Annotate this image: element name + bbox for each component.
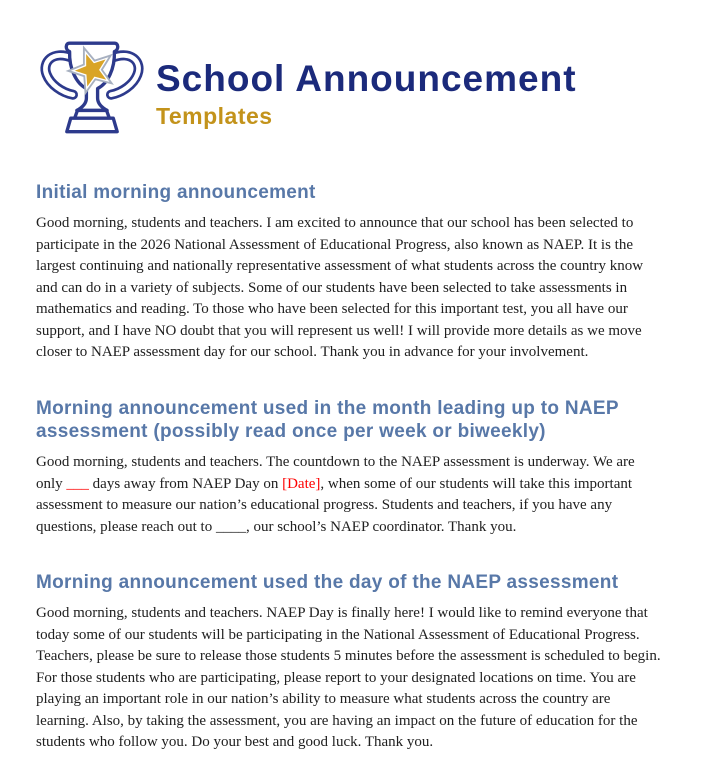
page-subtitle: Templates: [156, 102, 273, 129]
document-header: [36, 32, 663, 144]
countdown-text-tail1: , when some of our students will take this important assessment to measure our nation’s educational progress. Students and teachers, if you have any questions, please reach out to: [36, 475, 633, 535]
section-countdown-announcement: [36, 397, 663, 538]
section-heading-assessment-day: Morning announcement used the day of the NAEP assessment: [36, 572, 619, 594]
section-body-assessment-day: Good morning, students and teachers. NAEP Day is finally here! I would like to remind everyone that today some of our students will be participating in the National Assessment of Educational Progress. Teachers, please be sure to release those students 5 minutes before the assessment is scheduled to begin. For those students who are participating, please report to your designated locations on time. You are playing an important role in our nation’s ability to measure what students across the country are learning. Also, by taking the assessment, you are having an impact on the future of education for the students who follow you. Do your best and good luck. Thank you.: [36, 605, 661, 751]
section-initial-announcement: [36, 181, 663, 364]
section-body-initial: Good morning, students and teachers. I am excited to announce that our school has been selected to participate in the 2026 National Assessment of Educational Progress, also known as NAEP. It is the largest continuing and nationally representative assessment of what students across the country know and can do in a variety of subjects. Some of our students have been selected to take assessments in mathematics and reading. To those who have been selected for this important test, you all have our support, and I have NO doubt that you will represent us well! I will provide more details as we move closer to NAEP assessment day for our school. Thank you in advance for your involvement.: [36, 215, 644, 361]
countdown-text-lead: Good morning, students and teachers. The countdown to the NAEP assessment is underway. We are only: [36, 454, 635, 492]
countdown-text-tail2: , our school’s NAEP coordinator. Thank you.: [245, 518, 517, 535]
section-heading-countdown: Morning announcement used in the month leading up to NAEP assessment (possibly read once per week or biweekly): [36, 397, 619, 442]
title-block: [156, 46, 577, 130]
days-blank: ___: [66, 475, 89, 492]
date-placeholder: [Date]: [282, 475, 321, 492]
coordinator-blank: ____: [215, 518, 246, 535]
section-assessment-day-announcement: [36, 571, 663, 754]
countdown-text-mid: days away from NAEP Day on: [88, 475, 283, 492]
trophy-icon: [36, 32, 148, 144]
page-title: School Announcement: [156, 58, 577, 100]
section-heading-initial: Initial morning announcement: [36, 182, 316, 203]
section-body-countdown: [36, 452, 663, 538]
